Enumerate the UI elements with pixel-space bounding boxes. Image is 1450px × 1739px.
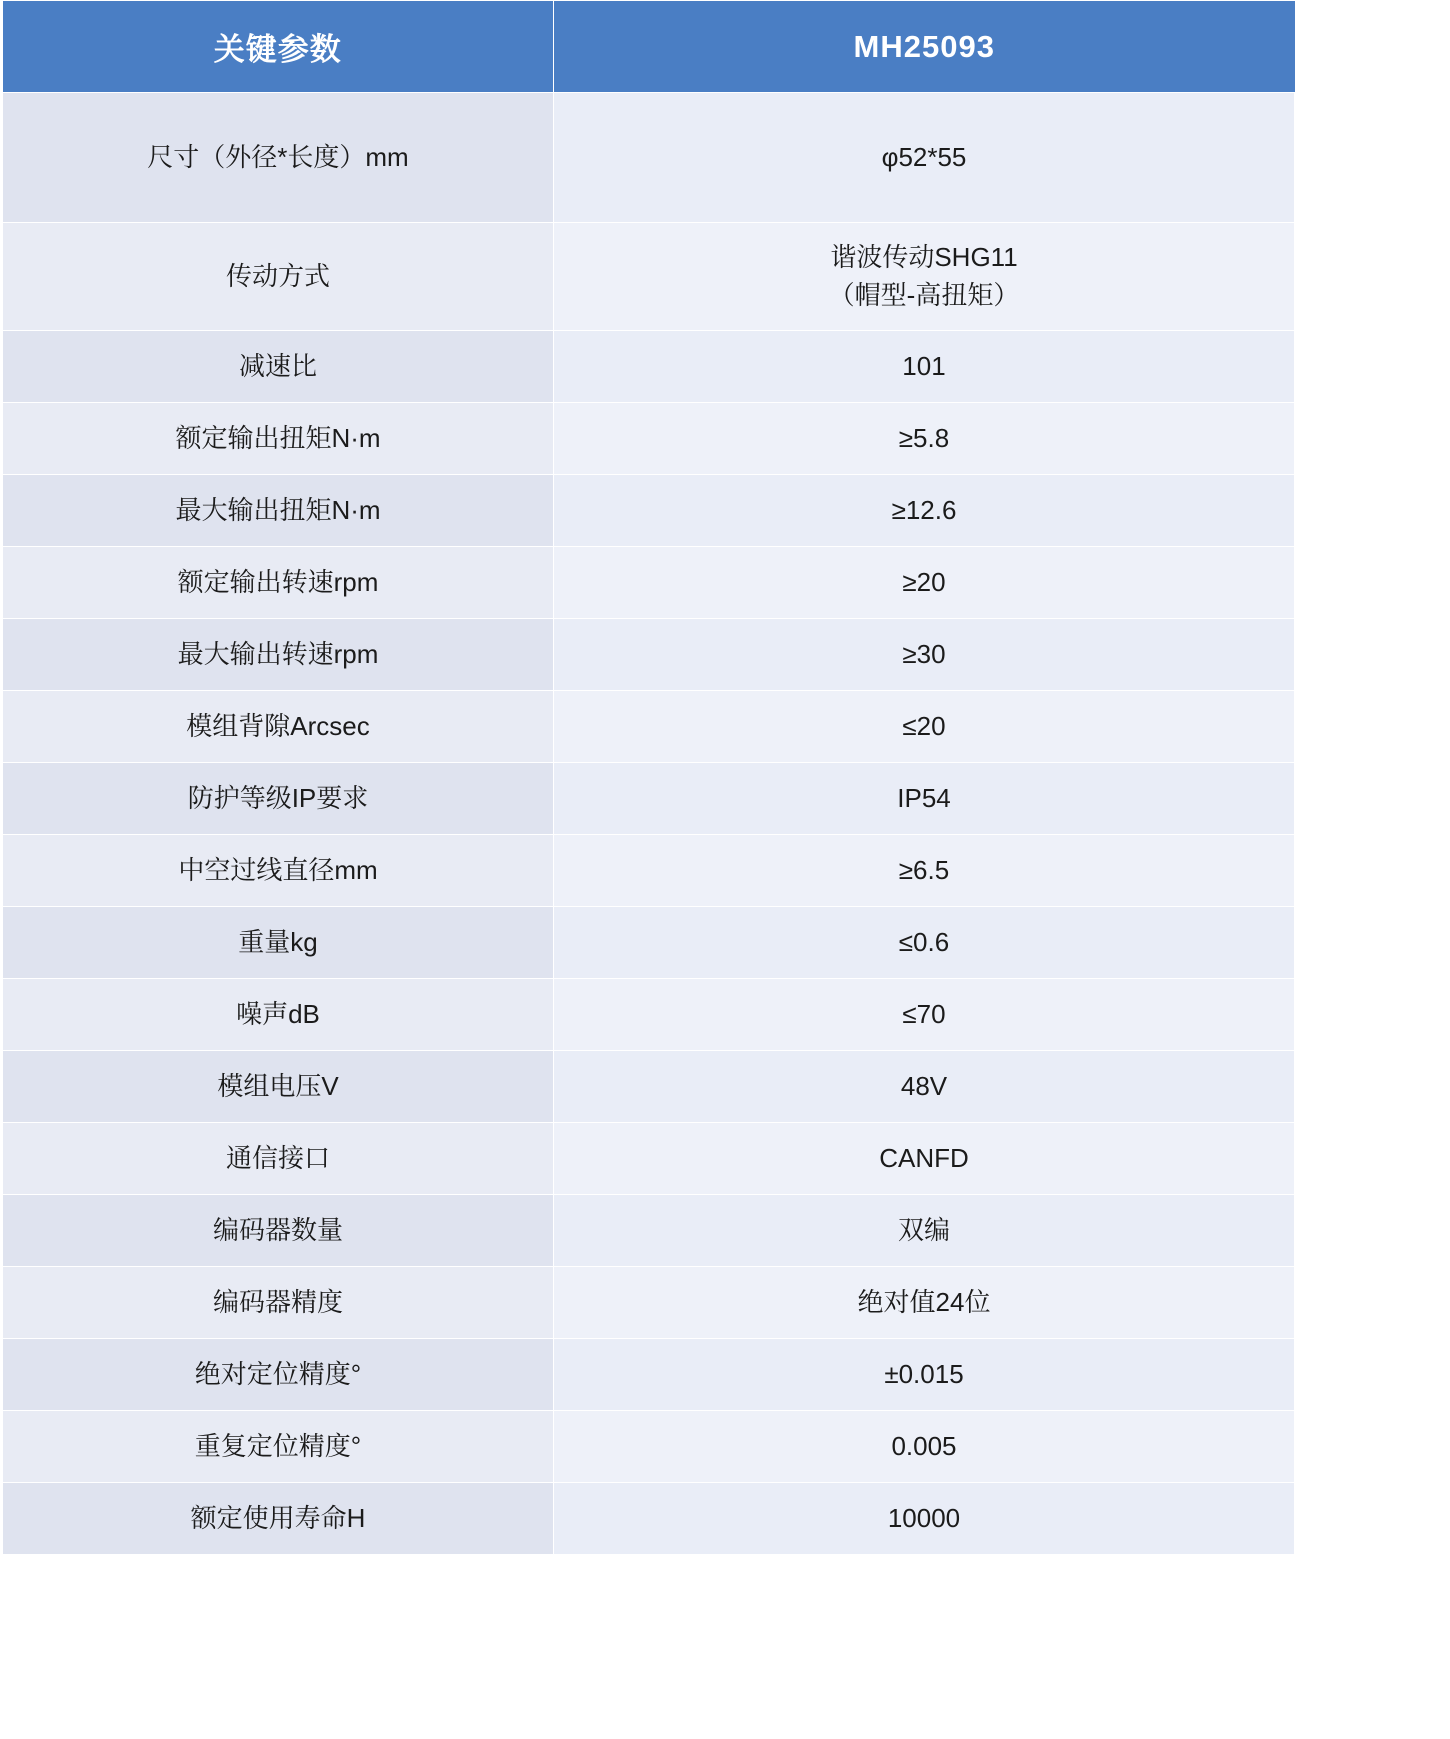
parameter-value-cell: ±0.015: [554, 1339, 1295, 1411]
table-row: [3, 403, 1295, 475]
parameter-value-cell: ≤20: [554, 691, 1295, 763]
table-row: [3, 907, 1295, 979]
table-row: [3, 1195, 1295, 1267]
table-row: [3, 1123, 1295, 1195]
specifications-table: [2, 0, 1295, 1555]
parameter-value-cell: 48V: [554, 1051, 1295, 1123]
parameter-name-cell: 模组背隙Arcsec: [3, 691, 554, 763]
table-row: [3, 1483, 1295, 1555]
table-row: [3, 691, 1295, 763]
table-row: [3, 1267, 1295, 1339]
parameter-name-cell: 减速比: [3, 331, 554, 403]
table-row: [3, 223, 1295, 331]
table-row: [3, 1411, 1295, 1483]
table-row: [3, 93, 1295, 223]
parameter-name-cell: 防护等级IP要求: [3, 763, 554, 835]
parameter-name-cell: 额定使用寿命H: [3, 1483, 554, 1555]
parameter-value-line: 谐波传动SHG11: [830, 241, 1018, 272]
parameter-name-cell: 模组电压V: [3, 1051, 554, 1123]
parameter-value-cell: 101: [554, 331, 1295, 403]
table-row: [3, 1051, 1295, 1123]
parameter-value-cell: ≤0.6: [554, 907, 1295, 979]
table-header: [3, 1, 1295, 93]
parameter-value-cell: CANFD: [554, 1123, 1295, 1195]
parameter-value-cell: ≥20: [554, 547, 1295, 619]
table-row: [3, 475, 1295, 547]
parameter-name-cell: 通信接口: [3, 1123, 554, 1195]
parameter-value-cell: ≥6.5: [554, 835, 1295, 907]
parameter-value-cell: 10000: [554, 1483, 1295, 1555]
parameter-name-cell: 中空过线直径mm: [3, 835, 554, 907]
table-row: [3, 835, 1295, 907]
parameter-name-cell: 最大输出转速rpm: [3, 619, 554, 691]
parameter-value-cell: 0.005: [554, 1411, 1295, 1483]
parameter-name-cell: 额定输出转速rpm: [3, 547, 554, 619]
parameter-value-cell: ≥30: [554, 619, 1295, 691]
header-row: [3, 1, 1295, 93]
table-body: [3, 93, 1295, 1555]
parameter-value-cell: ≤70: [554, 979, 1295, 1051]
parameter-name-cell: 编码器数量: [3, 1195, 554, 1267]
parameter-name-cell: 编码器精度: [3, 1267, 554, 1339]
parameter-name-cell: 尺寸（外径*长度）mm: [3, 93, 554, 223]
header-cell-parameter: 关键参数: [3, 1, 554, 93]
table-row: [3, 763, 1295, 835]
table-row: [3, 1339, 1295, 1411]
parameter-value-line: （帽型-高扭矩）: [828, 279, 1020, 310]
parameter-value-cell: [554, 223, 1295, 331]
parameter-value-cell: 绝对值24位: [554, 1267, 1295, 1339]
parameter-name-cell: 最大输出扭矩N·m: [3, 475, 554, 547]
parameter-name-cell: 传动方式: [3, 223, 554, 331]
parameter-value-cell: IP54: [554, 763, 1295, 835]
parameter-name-cell: 绝对定位精度°: [3, 1339, 554, 1411]
parameter-name-cell: 额定输出扭矩N·m: [3, 403, 554, 475]
table-row: [3, 547, 1295, 619]
parameter-name-cell: 噪声dB: [3, 979, 554, 1051]
table-row: [3, 979, 1295, 1051]
parameter-name-cell: 重复定位精度°: [3, 1411, 554, 1483]
parameter-value-cell: φ52*55: [554, 93, 1295, 223]
header-cell-model: MH25093: [554, 1, 1295, 93]
table-row: [3, 331, 1295, 403]
parameter-name-cell: 重量kg: [3, 907, 554, 979]
parameter-value-cell: ≥5.8: [554, 403, 1295, 475]
parameter-value-cell: 双编: [554, 1195, 1295, 1267]
table-row: [3, 619, 1295, 691]
parameter-value-cell: ≥12.6: [554, 475, 1295, 547]
